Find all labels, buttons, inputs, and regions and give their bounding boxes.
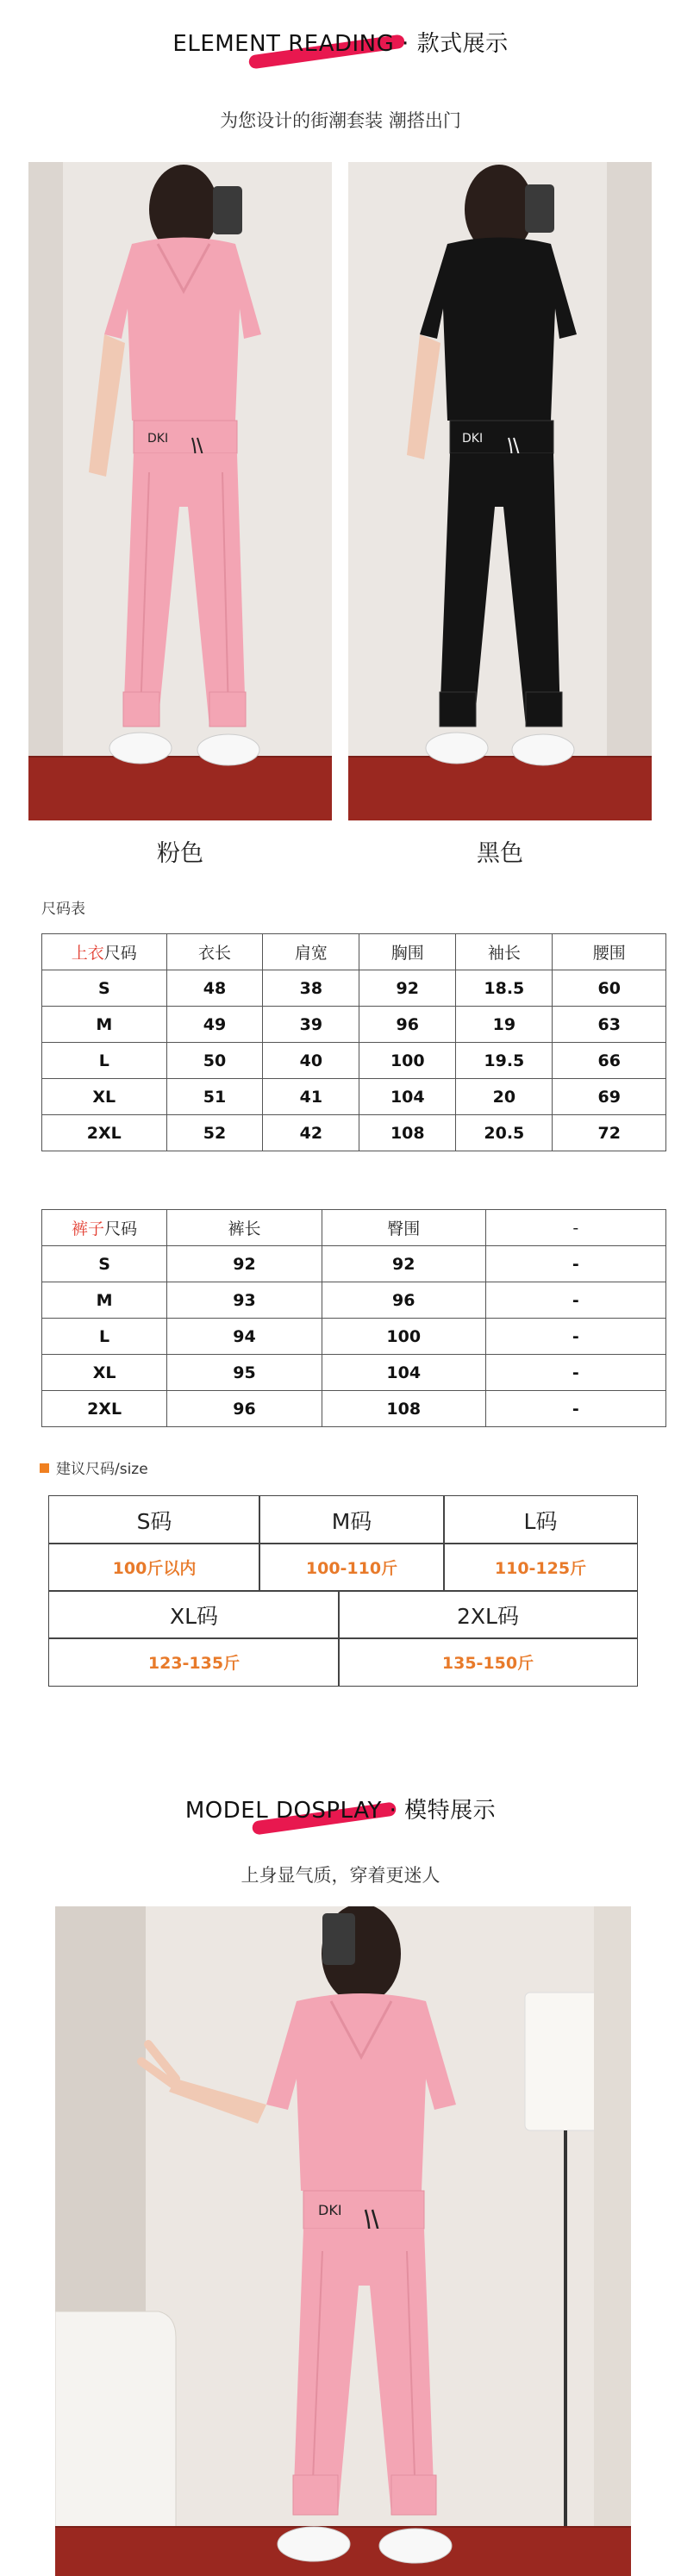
- table-cell: 2XL: [42, 1391, 167, 1427]
- table-cell: 60: [553, 970, 666, 1007]
- recommend-size-value: S码: [136, 1508, 172, 1534]
- table-cell: 92: [322, 1246, 485, 1282]
- table-cell: 49: [166, 1007, 263, 1043]
- recommend-weight-value: 123-135斤: [147, 1654, 241, 1673]
- table-row: [42, 1246, 666, 1282]
- recommend-weight-value: 110-125斤: [494, 1559, 587, 1578]
- recommend-size-cell: [259, 1495, 445, 1544]
- recommend-weight-cell: [443, 1543, 638, 1592]
- table-cell: 69: [553, 1079, 666, 1115]
- section-subtitle: 为您设计的街潮套装 潮搭出门: [220, 110, 461, 131]
- section-title-en: ELEMENT READING: [172, 31, 395, 57]
- top-col-header: 胸围: [359, 934, 456, 970]
- pants-header-rest: 尺码: [104, 1219, 138, 1238]
- table-cell: 95: [167, 1355, 322, 1391]
- orange-square-icon: [40, 1463, 49, 1473]
- table-cell: 42: [263, 1115, 359, 1151]
- table-row: [42, 1319, 666, 1355]
- table-cell: 50: [166, 1043, 263, 1079]
- recommend-size-cell: [48, 1590, 340, 1639]
- table-cell: 18.5: [456, 970, 553, 1007]
- table-cell: 108: [322, 1391, 485, 1427]
- recommend-weight-cell: [48, 1637, 340, 1687]
- section-title-cn: 模特展示: [404, 1798, 497, 1824]
- top-col-header: 袖长: [456, 934, 553, 970]
- table-row: [42, 1355, 666, 1391]
- recommend-size-label: [40, 1456, 148, 1478]
- pants-col-header: 臀围: [322, 1210, 485, 1246]
- recommend-weight-value: 100斤以内: [112, 1559, 197, 1578]
- table-row: [42, 1079, 666, 1115]
- top-header-red: 上衣: [71, 944, 104, 963]
- section-subtitle: 上身显气质，穿着更迷人: [241, 1865, 440, 1886]
- table-header-row: [42, 1210, 666, 1246]
- product-photo-pink: [28, 162, 332, 820]
- table-row: [42, 1043, 666, 1079]
- table-cell: 63: [553, 1007, 666, 1043]
- table-cell: 38: [263, 970, 359, 1007]
- table-row: [42, 1115, 666, 1151]
- table-cell: 100: [322, 1319, 485, 1355]
- table-row: [42, 1282, 666, 1319]
- recommend-size-cell: [48, 1495, 260, 1544]
- table-cell: 104: [322, 1355, 485, 1391]
- table-cell: 19: [456, 1007, 553, 1043]
- recommend-weight-value: 100-110斤: [305, 1559, 398, 1578]
- recommend-size-cell: [338, 1590, 638, 1639]
- top-col-header: 肩宽: [263, 934, 359, 970]
- section-title-cn: 款式展示: [416, 31, 509, 57]
- pants-col-header: -: [485, 1210, 665, 1246]
- pants-header-red: 裤子: [72, 1219, 105, 1238]
- svg-text:DKI: DKI: [318, 2202, 342, 2218]
- table-cell: 20: [456, 1079, 553, 1115]
- table-row: [42, 1007, 666, 1043]
- table-cell: 96: [359, 1007, 456, 1043]
- top-header-rest: 尺码: [103, 944, 137, 963]
- recommend-weight-cell: [48, 1543, 260, 1592]
- table-cell: -: [485, 1319, 665, 1355]
- table-row: [42, 1391, 666, 1427]
- table-cell: 2XL: [42, 1115, 167, 1151]
- recommend-weight-value: 135-150斤: [441, 1654, 534, 1673]
- pants-table-size-header: [42, 1210, 167, 1246]
- table-cell: 40: [263, 1043, 359, 1079]
- recommend-size-value: L码: [523, 1508, 558, 1534]
- recommend-weight-cell: [338, 1637, 638, 1687]
- table-cell: 72: [553, 1115, 666, 1151]
- recommend-size-cell: [443, 1495, 638, 1544]
- table-cell: -: [485, 1355, 665, 1391]
- product-photo-black: [348, 162, 652, 820]
- size-chart-label: 尺码表: [41, 901, 85, 918]
- color-name-black: 黑色: [477, 840, 523, 867]
- table-cell: L: [42, 1043, 167, 1079]
- model-photo: [55, 1906, 631, 2576]
- top-col-header: 衣长: [166, 934, 263, 970]
- recommend-size-value: XL码: [169, 1603, 219, 1629]
- pants-size-table: [41, 1209, 666, 1427]
- table-cell: 92: [167, 1246, 322, 1282]
- table-cell: L: [42, 1319, 167, 1355]
- table-cell: -: [485, 1282, 665, 1319]
- svg-text:DKI: DKI: [462, 432, 484, 446]
- table-cell: 51: [166, 1079, 263, 1115]
- table-cell: M: [42, 1007, 167, 1043]
- table-cell: 100: [359, 1043, 456, 1079]
- table-cell: XL: [42, 1079, 167, 1115]
- top-size-table: [41, 933, 666, 1151]
- table-cell: 48: [166, 970, 263, 1007]
- table-cell: 92: [359, 970, 456, 1007]
- color-name-pink: 粉色: [157, 840, 203, 867]
- table-header-row: [42, 934, 666, 970]
- section-title: [0, 1793, 681, 1824]
- table-cell: 66: [553, 1043, 666, 1079]
- table-cell: 39: [263, 1007, 359, 1043]
- table-cell: XL: [42, 1355, 167, 1391]
- section-title: [0, 26, 681, 58]
- table-cell: 41: [263, 1079, 359, 1115]
- table-cell: 52: [166, 1115, 263, 1151]
- recommend-weight-cell: [259, 1543, 445, 1592]
- table-cell: 96: [322, 1282, 485, 1319]
- table-cell: 19.5: [456, 1043, 553, 1079]
- top-table-size-header: [42, 934, 167, 970]
- table-cell: S: [42, 1246, 167, 1282]
- table-cell: -: [485, 1246, 665, 1282]
- table-cell: -: [485, 1391, 665, 1427]
- table-cell: M: [42, 1282, 167, 1319]
- svg-text:DKI: DKI: [147, 432, 169, 446]
- recommend-size-value: M码: [331, 1508, 372, 1534]
- section-title-dot: ·: [402, 31, 409, 57]
- table-row: [42, 970, 666, 1007]
- table-cell: S: [42, 970, 167, 1007]
- recommend-size-text: 建议尺码/size: [56, 1461, 148, 1478]
- recommend-size-value: 2XL码: [457, 1603, 519, 1629]
- table-cell: 20.5: [456, 1115, 553, 1151]
- table-cell: 104: [359, 1079, 456, 1115]
- table-cell: 96: [167, 1391, 322, 1427]
- section-title-en: MODEL DOSPLAY: [184, 1798, 382, 1824]
- table-cell: 94: [167, 1319, 322, 1355]
- table-cell: 93: [167, 1282, 322, 1319]
- table-cell: 108: [359, 1115, 456, 1151]
- top-col-header: 腰围: [553, 934, 666, 970]
- section-title-dot: ·: [389, 1798, 397, 1824]
- pants-col-header: 裤长: [167, 1210, 322, 1246]
